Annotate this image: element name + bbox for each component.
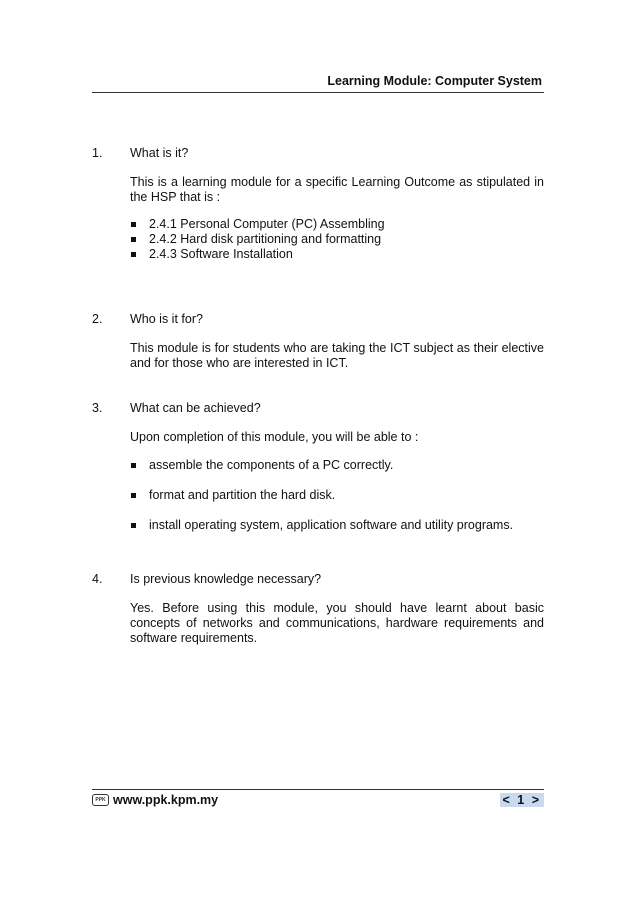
list-item-text: 2.4.1 Personal Computer (PC) Assembling (149, 217, 385, 231)
list-item (130, 217, 544, 232)
footer-divider (92, 789, 544, 790)
section-number: 2. (92, 312, 103, 326)
list-item (130, 232, 544, 247)
outcome-list (130, 217, 544, 262)
square-bullet-icon (131, 222, 136, 227)
section-paragraph: This module is for students who are taking the ICT subject as their elective and for those who are interested in ICT. (130, 341, 544, 370)
section-paragraph: This is a learning module for a specific Learning Outcome as stipulated in the HSP that is : (130, 175, 544, 204)
section-previous-knowledge (92, 572, 544, 646)
section-paragraph: Yes. Before using this module, you should have learnt about basic concepts of networks and communications, hardware requirements and software requirements. (130, 601, 544, 645)
section-number: 1. (92, 146, 103, 160)
header-divider (92, 92, 544, 93)
section-what-can-be-achieved (92, 401, 544, 548)
section-question: What is it? (130, 146, 189, 160)
square-bullet-icon (131, 237, 136, 242)
list-item (130, 458, 544, 473)
list-item-text: assemble the components of a PC correctly. (149, 458, 394, 472)
list-item (130, 247, 544, 262)
square-bullet-icon (131, 252, 136, 257)
list-item (130, 488, 544, 503)
ppk-logo-icon: PPK (92, 794, 109, 806)
section-paragraph: Upon completion of this module, you will be able to : (130, 430, 419, 444)
page-header-title: Learning Module: Computer System (327, 74, 542, 88)
square-bullet-icon (131, 463, 136, 468)
section-number: 3. (92, 401, 103, 415)
section-question: Is previous knowledge necessary? (130, 572, 322, 586)
list-item-text: 2.4.3 Software Installation (149, 247, 293, 261)
achievement-list (130, 458, 544, 533)
section-question: Who is it for? (130, 312, 203, 326)
square-bullet-icon (131, 493, 136, 498)
page-number: < 1 > (500, 793, 545, 807)
list-item-text: install operating system, application software and utility programs. (149, 518, 514, 532)
section-who-is-it-for (92, 312, 544, 371)
section-question: What can be achieved? (130, 401, 261, 415)
list-item (130, 518, 544, 533)
section-what-is-it (92, 146, 544, 262)
footer-website-link[interactable]: www.ppk.kpm.my (113, 793, 219, 807)
section-number: 4. (92, 572, 103, 586)
list-item-text: 2.4.2 Hard disk partitioning and formatting (149, 232, 382, 246)
square-bullet-icon (131, 523, 136, 528)
list-item-text: format and partition the hard disk. (149, 488, 336, 502)
